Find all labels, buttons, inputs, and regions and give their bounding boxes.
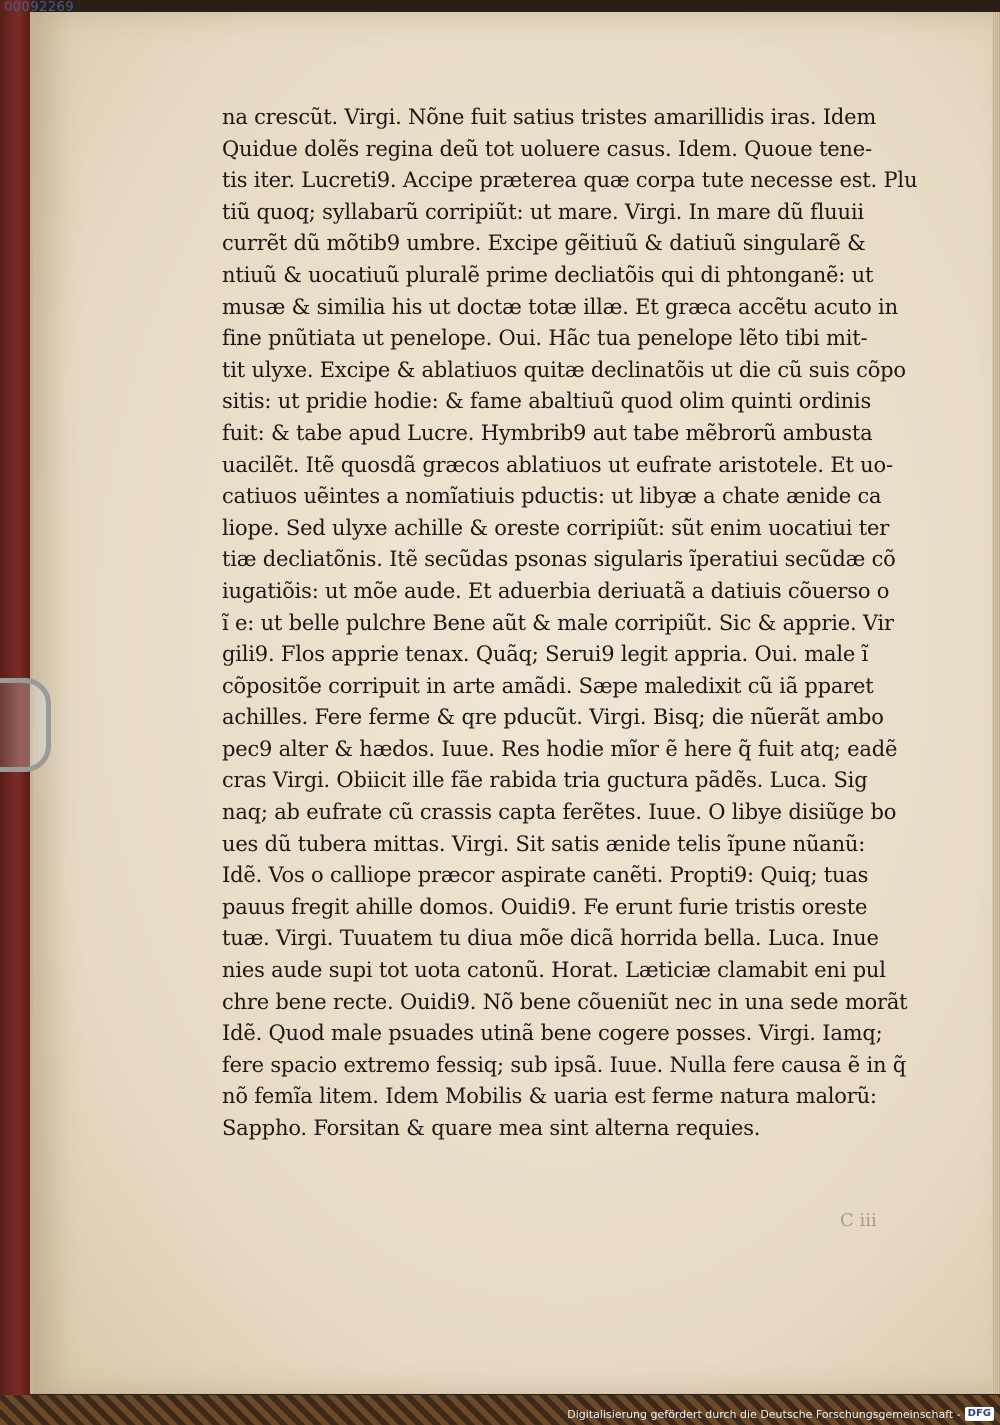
text-line: tuæ. Virgi. Tuuatem tu diua mõe dicã horrida bella. Luca. Inue [222, 926, 879, 951]
text-line: musæ & similia his ut doctæ totæ illæ. Et græca accẽtu acuto in [222, 294, 898, 319]
text-line: gili9. Flos apprie tenax. Quãq; Serui9 legit appria. Oui. male ĩ [222, 642, 869, 667]
text-line: chre bene recte. Ouidi9. Nõ bene cõueniũt nec in una sede morãt [222, 989, 908, 1014]
page-text-block [222, 102, 962, 1145]
text-line: fuit: & tabe apud Lucre. Hymbrib9 aut tabe mẽbrorũ ambusta [222, 420, 873, 445]
text-line: naq; ab eufrate cũ crassis capta ferẽtes. Iuue. O libye disiũge bo [222, 800, 897, 825]
text-line: Sappho. Forsitan & quare mea sint alterna requies. [222, 1116, 761, 1140]
text-line: cras Virgi. Obiicit ille fãe rabida tria guctura pãdẽs. Luca. Sig [222, 768, 868, 793]
text-line: currẽt dũ mõtib9 umbre. Excipe gẽitiuũ & datiuũ singularẽ & [222, 231, 866, 256]
text-line: na crescũt. Virgi. Nõne fuit satius tristes amarillidis iras. Idem [222, 105, 877, 129]
text-line: achilles. Fere ferme & qre pducũt. Virgi. Bisq; die nũerãt ambo [222, 705, 884, 730]
text-line: pec9 alter & hædos. Iuue. Res hodie mĩor ẽ here q̃ fuit atq; eadẽ [222, 736, 898, 761]
text-line: pauus fregit ahille domos. Ouidi9. Fe erunt furie tristis oreste [222, 894, 868, 919]
metal-clasp [0, 678, 51, 772]
dfg-logo: DFG [965, 1407, 994, 1421]
text-line: ĩ e: ut belle pulchre Bene aũt & male corripiũt. Sic & apprie. Vir [222, 610, 894, 635]
text-line: sitis: ut pridie hodie: & fame abaltiuũ quod olim quinti ordinis [222, 389, 872, 414]
text-line: nõ femĩa litem. Idem Mobilis & uaria est ferme natura malorũ: [222, 1084, 877, 1109]
signature-mark: C iii [840, 1210, 877, 1231]
text-line: ntiuũ & uocatiuũ pluralẽ prime decliatõis qui di phtonganẽ: ut [222, 262, 874, 287]
text-line: fine pnũtiata ut penelope. Oui. Hãc tua penelope lẽto tibi mit- [222, 326, 868, 351]
credit-text: Digitalisierung gefördert durch die Deutsche Forschungsgemeinschaft - [567, 1407, 961, 1421]
text-line: Idẽ. Quod male psuades utinã bene cogere posses. Virgi. Iamq; [222, 1021, 883, 1046]
text-line: tit ulyxe. Excipe & ablatiuos quitæ declinatõis ut die cũ suis cõpo [222, 357, 906, 382]
text-line: Idẽ. Vos o calliope præcor aspirate canẽti. Propti9: Quiq; tuas [222, 863, 869, 888]
shelfmark-label: 00092269 [4, 0, 75, 15]
text-line: tiũ quoq; syllabarũ corripiũt: ut mare. Virgi. In mare dũ fluuii [222, 199, 864, 224]
text-line: fere spacio extremo fessiq; sub ipsã. Iuue. Nulla fere causa ẽ in q̃ [222, 1052, 907, 1077]
text-line: Quidue dolẽs regina deũ tot uoluere casus. Idem. Quoue tene- [222, 136, 872, 161]
text-line: cõpositõe corripuit in arte amãdi. Sæpe maledixit cũ iã pparet [222, 673, 874, 698]
text-line: liope. Sed ulyxe achille & oreste corripiũt: sũt enim uocatiui ter [222, 515, 890, 540]
text-line: tiæ decliatõnis. Itẽ secũdas psonas sigularis ĩperatiui secũdæ cõ [222, 547, 896, 572]
text-line: tis iter. Lucreti9. Accipe præterea quæ corpa tute necesse est. Plu [222, 168, 918, 193]
digitization-credit [567, 1407, 994, 1421]
text-line: iugatiõis: ut mõe aude. Et aduerbia deriuatã a datiuis cõuerso o [222, 578, 890, 603]
page-edge [992, 12, 1000, 1394]
text-line: catiuos uẽintes a nomĩatiuis pductis: ut libyæ a chate ænide ca [222, 484, 882, 509]
text-line: nies aude supi tot uota catonũ. Horat. Læticiæ clamabit eni pul [222, 958, 886, 983]
text-line: ues dũ tubera mittas. Virgi. Sit satis ænide telis ĩpune nũanũ: [222, 831, 866, 856]
text-line: uacilẽt. Itẽ quosdã græcos ablatiuos ut eufrate aristotele. Et uo- [222, 452, 893, 477]
